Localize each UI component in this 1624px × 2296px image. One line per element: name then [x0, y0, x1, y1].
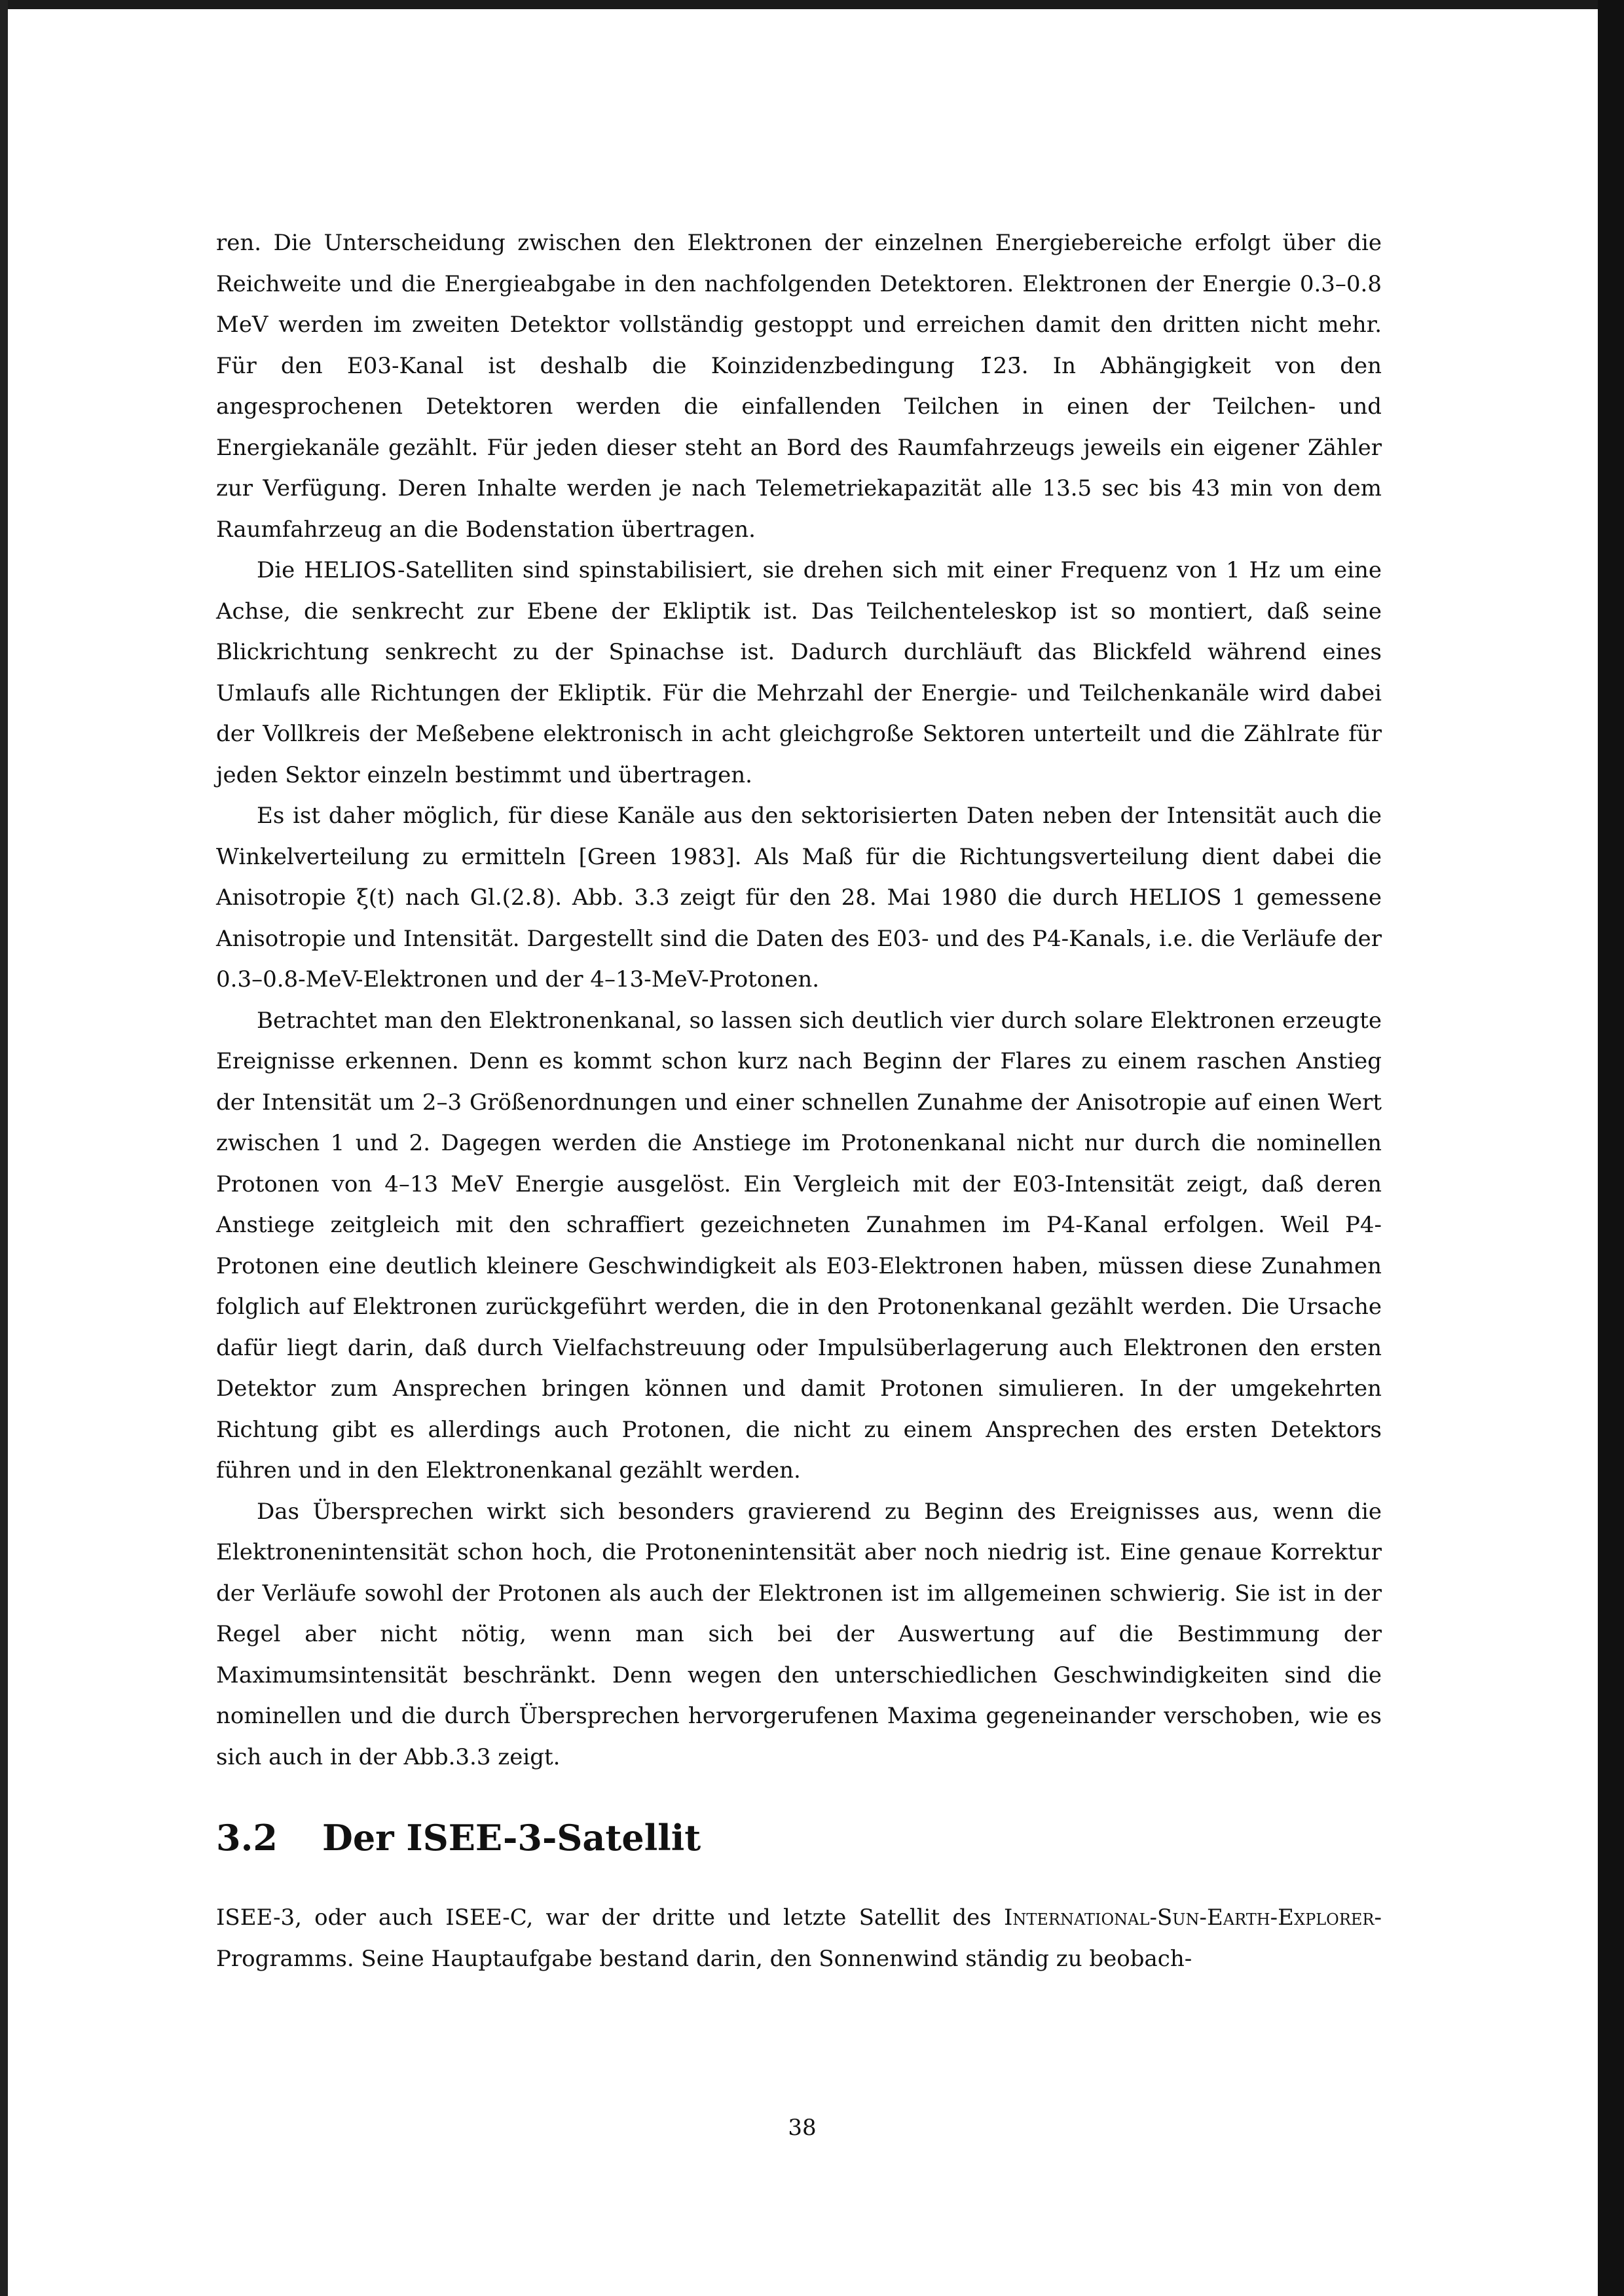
paragraph-anisotropy: Es ist daher möglich, für diese Kanäle aus den sektorisierten Daten neben der Intensität auch die Winkelverteilung zu ermitteln [Green 1983]. Als Maß für die Richtungsverteilung dient dabei die Anisotropie ξ(t) nach Gl.(2.8). Abb. 3.3 zeigt für den 28. Mai 1980 die durch HELIOS 1 gemessene Anisotropie und Intensität. Dargestellt sind die Daten des E03- und des P4-Kanals, i.e. die Verläufe der 0.3–0.8-MeV-Elektronen und der 4–13-MeV-Protonen. — [216, 803, 1382, 993]
section-number: 3.2 — [216, 1817, 278, 1859]
section-heading — [216, 1815, 1382, 1861]
scan-border-left — [0, 0, 8, 2296]
body-text — [216, 223, 1382, 1777]
scan-border-right — [1598, 0, 1624, 2296]
section-title: Der ISEE-3-Satellit — [322, 1817, 701, 1859]
scan-border-top — [0, 0, 1624, 9]
section-text-before: ISEE-3, oder auch ISEE-C, war der dritte und letzte Satellit des — [216, 1904, 1004, 1931]
paragraph-continuation: ren. Die Unterscheidung zwischen den Elektronen der einzelnen Energiebereiche erfolgt über die Reichweite und die Energieabgabe in den nachfolgenden Detektoren. Elektronen der Energie 0.3–0.8 MeV werden im zweiten Detektor vollständig gestoppt und erreichen damit den dritten nicht mehr. Für den E03-Kanal ist deshalb die Koinzidenzbedingung 1̄23̄. In Abhängigkeit von den angesprochenen Detektoren werden die einfallenden Teilchen in einen der Teilchen- und Energiekanäle gezählt. Für jeden dieser steht an Bord des Raumfahrzeugs jeweils ein eigener Zähler zur Verfügung. Deren Inhalte werden je nach Telemetriekapazität alle 13.5 sec bis 43 min von dem Raumfahrzeug an die Bodenstation übertragen. — [216, 230, 1382, 543]
paragraph-electron-channel: Betrachtet man den Elektronenkanal, so lassen sich deutlich vier durch solare Elektronen erzeugte Ereignisse erkennen. Denn es kommt schon kurz nach Beginn der Flares zu einem raschen Anstieg der Intensität um 2–3 Größenordnungen und einer schnellen Zunahme der Anisotropie auf einen Wert zwischen 1 und 2. Dagegen werden die Anstiege im Protonenkanal nicht nur durch die nominellen Protonen von 4–13 MeV Energie ausgelöst. Ein Vergleich mit der E03-Intensität zeigt, daß deren Anstiege zeitgleich mit den schraffiert gezeichneten Zunahmen im P4-Kanal erfolgen. Weil P4-Protonen eine deutlich kleinere Geschwindigkeit als E03-Elektronen haben, müssen diese Zunahmen folglich auf Elektronen zurückgeführt werden, die in den Protonenkanal gezählt werden. Die Ursache dafür liegt darin, daß durch Vielfachstreuung oder Impulsüberlagerung auch Elektronen den ersten Detektor zum Ansprechen bringen können und damit Protonen simulieren. In der umgekehrten Richtung gibt es allerdings auch Protonen, die nicht zu einem Ansprechen des ersten Detektors führen und in den Elektronenkanal gezählt werden. — [216, 1007, 1382, 1484]
program-name: International-Sun-Earth-Explorer — [1003, 1904, 1375, 1931]
paragraph-helios-spin: Die HELIOS-Satelliten sind spinstabilisiert, sie drehen sich mit einer Frequenz von 1 Hz um eine Achse, die senkrecht zur Ebene der Ekliptik ist. Das Teilchenteleskop ist so montiert, daß seine Blickrichtung senkrecht zu der Spinachse ist. Dadurch durchläuft das Blickfeld während eines Umlaufs alle Richtungen der Ekliptik. Für die Mehrzahl der Energie- und Teilchenkanäle wird dabei der Vollkreis der Meßebene elektronisch in acht gleichgroße Sektoren unterteilt und die Zählrate für jeden Sektor einzeln bestimmt und übertragen. — [216, 557, 1382, 788]
section-body — [216, 1897, 1382, 1979]
section-paragraph — [216, 1897, 1382, 1979]
paragraph-crosstalk: Das Übersprechen wirkt sich besonders gravierend zu Beginn des Ereignisses aus, wenn die Elektronenintensität schon hoch, die Protonenintensität aber noch niedrig ist. Eine genaue Korrektur der Verläufe sowohl der Protonen als auch der Elektronen ist im allgemeinen schwierig. Sie ist in der Regel aber nicht nötig, wenn man sich bei der Auswertung auf die Bestimmung der Maximumsintensität beschränkt. Denn wegen den unterschiedlichen Geschwindigkeiten sind die nominellen und die durch Übersprechen hervorgerufenen Maxima gegeneinander verschoben, wie es sich auch in der Abb.3.3 zeigt. — [216, 1498, 1382, 1770]
section-text-after: -Programms. Seine Hauptaufgabe bestand darin, den Sonnenwind ständig zu beobach- — [216, 1904, 1382, 1972]
page-number: 38 — [788, 2115, 817, 2141]
